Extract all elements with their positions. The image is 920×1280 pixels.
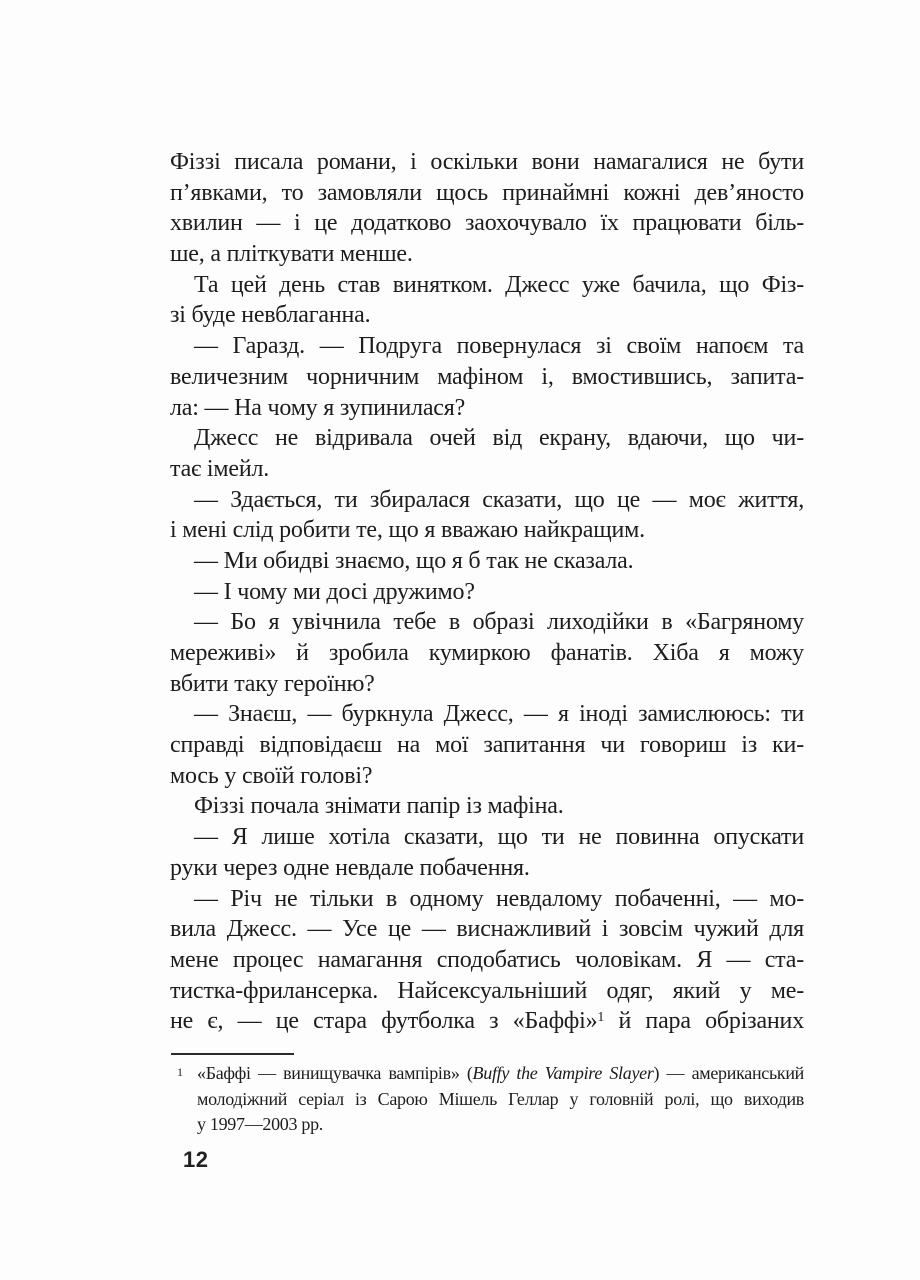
text-run: — Знаєш, — буркнула Джесс, — я іноді замислююсь: ти [194,701,804,728]
text-run: Фіззі почала знімати папір із мафіна. [194,793,564,820]
text-run: ла: — На чому я зупинилася? [170,394,466,421]
text-line [170,362,804,393]
footnote-line [197,1112,804,1138]
text-line [170,178,804,209]
text-run: — Здається, ти збиралася сказати, що це — моє життя, [194,486,804,513]
text-run: зі буде невблаганна. [170,302,371,329]
paragraph [170,423,804,484]
paragraph [170,147,804,270]
text-run: ше, а пліткувати менше. [170,241,413,268]
text-run: не є, — це стара футболка з «Баффі» [170,1008,598,1035]
paragraph [170,699,804,791]
text-line [170,699,804,730]
text-run: — Бо я увічнила тебе в образі лиходійки в «Багряному [194,609,804,636]
paragraph [170,485,804,546]
footnote-line [197,1061,804,1087]
text-line [170,730,804,761]
footnote-reference: 1 [597,1009,605,1025]
footnote-text [197,1061,804,1138]
text-line [170,761,804,792]
text-run: мось у своїй голові? [170,762,373,789]
text-line [170,638,804,669]
text-line [170,393,804,424]
paragraph [170,822,804,883]
text-run: — Гаразд. — Подруга повернулася зі своїм напоєм та [194,333,804,360]
footnote-line [197,1087,804,1113]
text-run: й пара обрізаних [604,1008,804,1035]
text-run: — Ми обидві знаємо, що я б так не сказала. [194,547,634,574]
text-line [170,884,804,915]
text-run: — Я лише хотіла сказати, що ти не повинна опускати [194,824,804,851]
text-run: Джесс не відривала очей від екрану, вдаючи, що чи- [194,425,804,452]
paragraph [170,546,804,577]
text-line [170,577,804,608]
text-run: у 1997—2003 рр. [197,1114,324,1134]
text-run: Фіззі писала романи, і оскільки вони намагалися не бути [170,149,804,175]
text-run: мереживі» й зробила кумиркою фанатів. Хіба я можу [170,640,804,666]
text-line [170,423,804,454]
text-run: Та цей день став винятком. Джесс уже бачила, що Фіз- [194,271,804,298]
footnote-marker: 1 [177,1065,183,1079]
text-line [170,270,804,301]
text-line [170,822,804,853]
text-line [170,239,804,270]
text-line [170,208,804,239]
text-line [170,546,804,577]
text-run: справді відповідаєш на мої запитання чи говориш із ки- [170,732,804,759]
paragraph [170,270,804,331]
text-run: — Річ не тільки в одному невдалому побаченні, — мо- [194,885,804,912]
text-run: — І чому ми досі дружимо? [194,578,475,605]
text-line [170,791,804,822]
text-line [170,485,804,516]
text-run: ) — американський [653,1063,804,1083]
text-line [170,945,804,976]
text-line [170,914,804,945]
text-run: вила Джесс. — Усе це — виснажливий і зовсім чужий для [170,916,804,943]
text-run: мене процес намагання сподобатись чоловікам. Я — ста- [170,946,804,973]
text-line [170,669,804,700]
text-line [170,300,804,331]
text-line [170,853,804,884]
text-line [170,607,804,638]
footnote [170,1061,804,1138]
page-number: 12 [183,1147,209,1172]
text-run: тистка-фрилансерка. Найсексуальніший одяг, який у ме- [170,977,804,1004]
text-line [170,515,804,546]
paragraph [170,607,804,699]
paragraph [170,884,804,1037]
text-run: вбити таку героїню? [170,670,375,697]
text-run: хвилин — і це додатково заохочувало їх працювати біль- [170,210,804,237]
text-line [170,1006,804,1037]
paragraph [170,791,804,822]
text-run: «Баффі — винищувачка вампірів» ( [197,1063,473,1083]
footnote-separator [171,1053,294,1055]
text-line [170,147,804,178]
text-line [170,976,804,1007]
paragraph [170,331,804,423]
text-run: тає імейл. [170,455,270,482]
text-run: руки через одне невдале побачення. [170,854,530,881]
body-text [170,147,804,1037]
italic-text: Buffy the Vampire Slayer [472,1063,654,1083]
text-run: молодіжний серіал із Сарою Мішель Геллар у головній ролі, що виходив [197,1088,804,1109]
text-run: величезним чорничним мафіном і, вмостившись, запита- [170,363,804,390]
paragraph [170,577,804,608]
text-line [170,454,804,485]
text-run: п’явками, то замовляли щось принаймні кожні дев’яносто [170,179,804,206]
text-line [170,331,804,362]
text-run: і мені слід робити те, що я вважаю найкращим. [170,517,645,544]
